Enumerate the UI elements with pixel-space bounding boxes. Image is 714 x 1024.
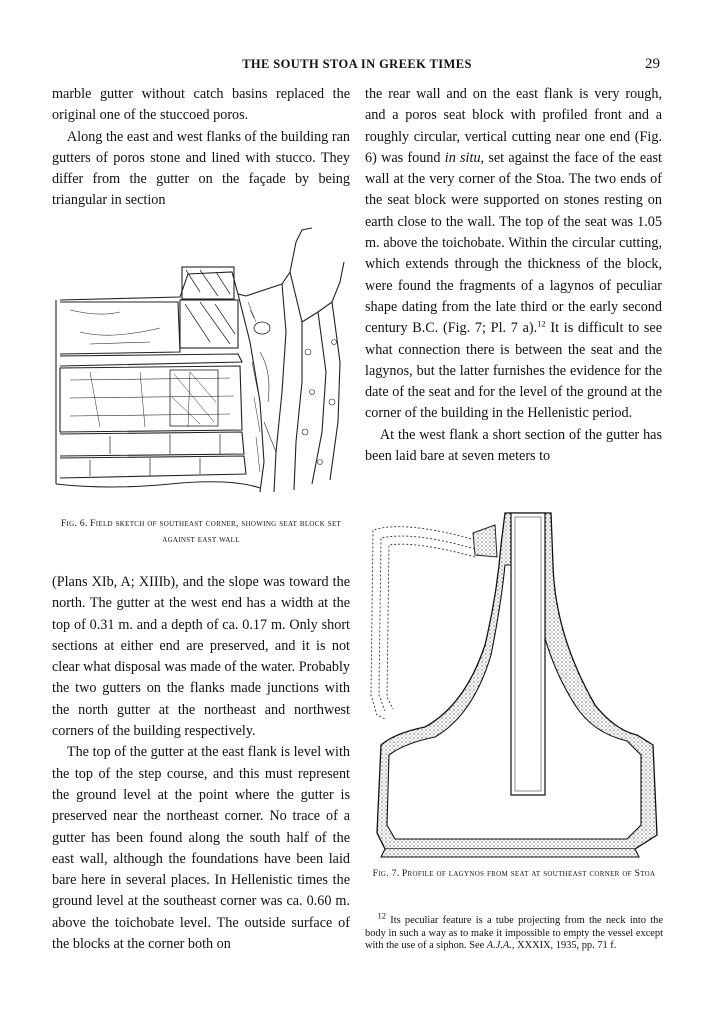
figure-7-lagynos-profile	[365, 505, 663, 860]
text-run: , set against the face of the east wall at the very corner of the Stoa. The two ends of the seat block were supported on stones resting on earth close to the wall. The top of the seat was 1.05 m. above the toichobate. Within the circular cutting, which extends through the thickness of the block, were found the fragments of a lagynos of peculiar shape dating from the late third or the early second century B.C. (Fig. 7; Pl. 7 a).	[365, 149, 662, 337]
text-run: , XXXIX, 1935, pp. 71 f.	[511, 940, 617, 952]
paragraph: The top of the gutter at the east flank is level with the top of the step course, and this must represent the ground level at the point where the gutter is preserved near the northeast corner. No trace of a gutter has been found along the south half of the east wall, although the foundations have been laid bare here in several places. In Hellenistic times the ground level at the southeast corner was ca. 0.60 m. above the toichobate level. The outside surface of the blocks at the corner both on	[52, 744, 350, 953]
footnote-12	[365, 910, 663, 953]
left-column-bottom	[52, 572, 350, 955]
caption-text: Profile of lagynos from seat at southeast corner of Stoa	[401, 868, 656, 879]
southeast-corner-sketch	[50, 222, 350, 507]
figure-6-sketch	[50, 222, 350, 507]
running-head: THE SOUTH STOA IN GREEK TIMES	[242, 57, 472, 71]
text-run: It is difficult to see what connection there is between the seat and the lagynos, but the latter furnishes the evidence for the date of the seat and for the level of the ground at the corner of the building in the Hellenistic period.	[365, 320, 662, 422]
right-column	[365, 84, 662, 467]
text-run: the rear wall and on the east flank is very rough, and a poros seat block with profiled front and a roughly circular, vertical cutting near one end (Fig. 6) was found	[365, 86, 662, 166]
page-number: 29	[645, 56, 660, 72]
page-header	[52, 57, 662, 79]
figure-6-caption	[52, 516, 350, 548]
paragraph: (Plans XIb, A; XIIIb), and the slope was toward the north. The gutter at the west end has a width at the top of 0.31 m. and a depth of ca. 0.17 m. Only short sections at either end are preserved, and it is not clear what disposal was made of the water. Probably the two gutters on the flanks made junctions with the north gutter at the northeast and northwest corners of the building respectively.	[52, 574, 350, 740]
paragraph	[365, 84, 662, 425]
caption-text: Field sketch of southeast corner, showing seat block set against east wall	[90, 518, 342, 545]
journal-abbrev: A.J.A.	[486, 940, 512, 952]
left-column-top	[52, 84, 350, 212]
footnote-ref[interactable]: 12	[537, 318, 546, 329]
figure-label: Fig. 7.	[372, 868, 400, 879]
paragraph: Along the east and west flanks of the building ran gutters of poros stone and lined with stucco. They differ from the gutter on the façade by being triangular in section	[52, 128, 350, 209]
paragraph: marble gutter without catch basins replaced the original one of the stuccoed poros.	[52, 86, 350, 124]
figure-label: Fig. 6.	[60, 518, 88, 529]
paragraph: At the west flank a short section of the gutter has been laid bare at seven meters to	[365, 426, 662, 465]
italic-text: in situ	[444, 149, 481, 166]
figure-7-caption	[365, 866, 663, 882]
footnote-text	[365, 910, 663, 953]
lagynos-profile-drawing	[365, 505, 663, 860]
text-run: Its peculiar feature is a tube projecting from the neck into the body in such a way as to make it impossible to empty the vessel except with the use of a siphon. See	[365, 915, 663, 952]
footnote-number: 12	[377, 910, 386, 921]
